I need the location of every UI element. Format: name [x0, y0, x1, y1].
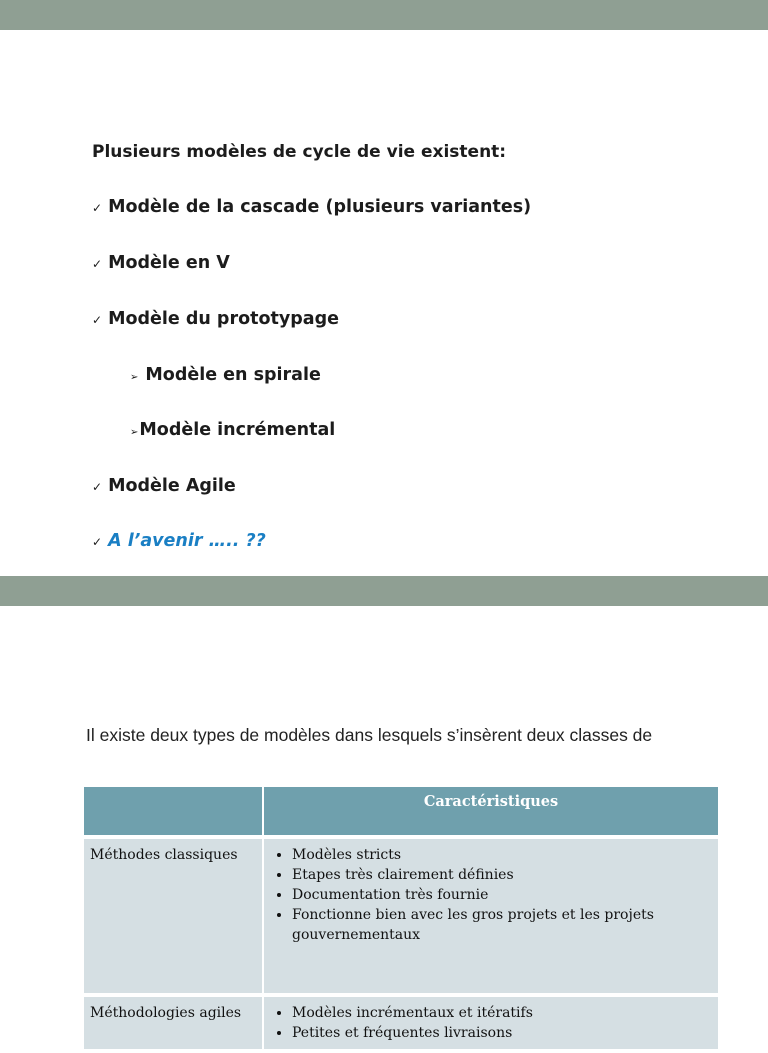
row-label-agile: Méthodologies agiles — [84, 995, 263, 1051]
table-header-row — [84, 787, 719, 837]
list-item: • Etapes très clairement définies — [292, 865, 712, 885]
list-item-spiral — [130, 365, 321, 385]
arrowhead-bullet-icon: ➢ — [130, 427, 139, 438]
list-item-label: Modèle en V — [108, 253, 230, 273]
row-characteristics — [263, 995, 719, 1051]
list-item: • Petites et fréquentes livraisons — [292, 1023, 712, 1043]
checkmark-icon: ✓ — [92, 480, 103, 494]
checkmark-icon: ✓ — [92, 257, 103, 271]
table-row — [84, 995, 719, 1051]
list-item-cascade — [92, 197, 531, 217]
row-label-classic: Méthodes classiques — [84, 837, 263, 995]
list-item-label: Modèle Agile — [108, 476, 236, 496]
bullet-list — [270, 1003, 712, 1043]
slide-heading: Plusieurs modèles de cycle de vie existent: — [92, 142, 507, 162]
slide-model-types — [0, 606, 768, 1041]
table-row — [84, 837, 719, 995]
table-header-characteristics: Caractéristiques — [263, 787, 719, 837]
table-header-empty — [84, 787, 263, 837]
list-item: • Modèles stricts — [292, 845, 712, 865]
list-item-label: Modèle du prototypage — [108, 309, 340, 329]
slide-lifecycle-models — [0, 30, 768, 576]
list-item: • Fonctionne bien avec les gros projets et les projets gouvernementaux — [292, 905, 712, 945]
list-item-v-model — [92, 253, 230, 273]
comparison-table — [84, 787, 720, 1053]
list-item-label: Modèle de la cascade (plusieurs variantes) — [108, 197, 532, 217]
list-item: • Modèles incrémentaux et itératifs — [292, 1003, 712, 1023]
checkmark-icon: ✓ — [92, 201, 103, 215]
list-item-label: Modèle en spirale — [145, 365, 321, 385]
top-band — [0, 0, 768, 30]
checkmark-icon: ✓ — [92, 313, 103, 327]
row-characteristics — [263, 837, 719, 995]
list-item-incremental — [130, 420, 335, 440]
bullet-list — [270, 845, 712, 945]
list-item-agile — [92, 476, 236, 496]
list-item-label: Modèle incrémental — [139, 420, 336, 440]
future-label: A l’avenir ….. ?? — [108, 531, 266, 551]
list-item-future — [92, 531, 266, 551]
list-item: • Documentation très fournie — [292, 885, 712, 905]
arrowhead-bullet-icon: ➢ — [130, 372, 139, 383]
intro-text: Il existe deux types de modèles dans lesquels s’insèrent deux classes de — [86, 725, 653, 745]
checkmark-icon: ✓ — [92, 535, 103, 549]
middle-band — [0, 576, 768, 606]
list-item-prototyping — [92, 309, 339, 329]
